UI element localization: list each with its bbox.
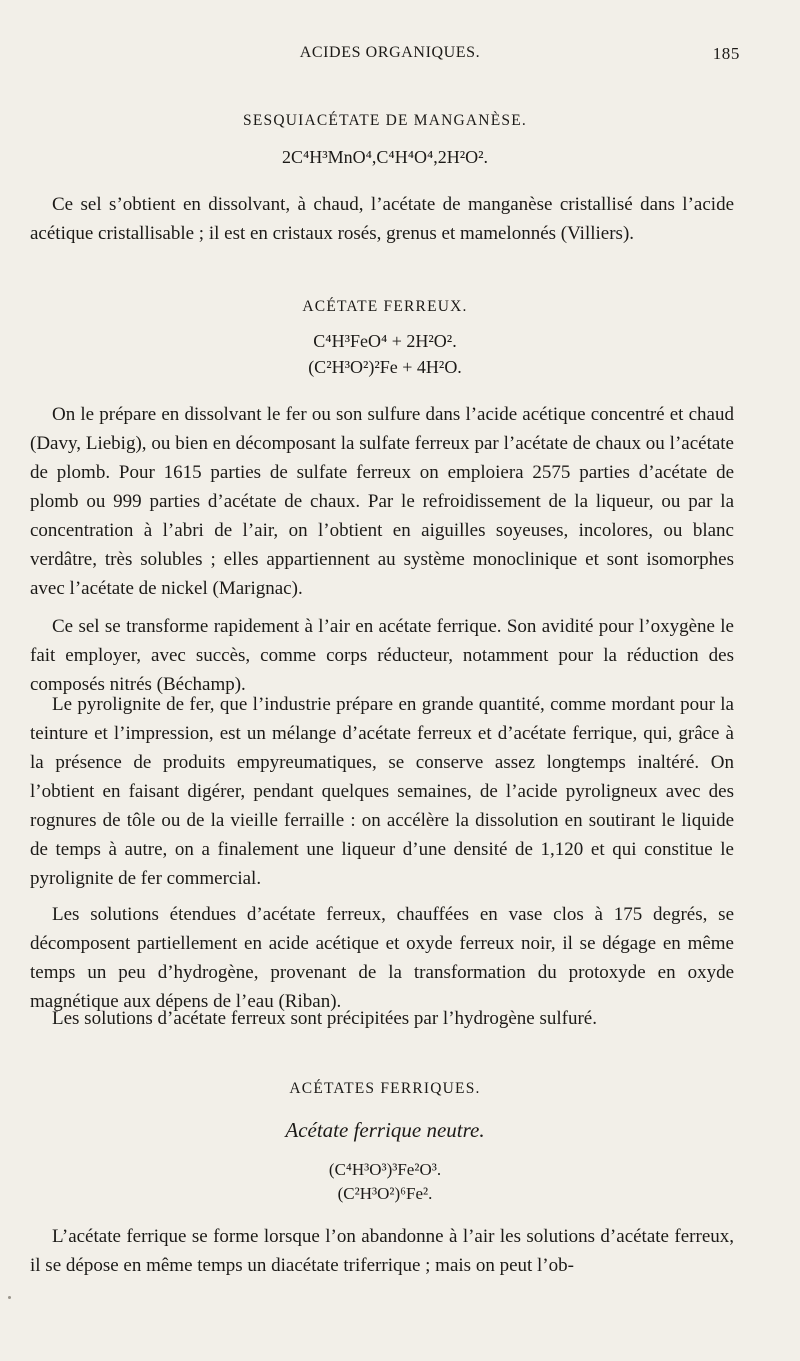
paragraph-pyrolignite: Le pyrolignite de fer, que l’industrie prépare en grande quantité, comme mordant pour la teinture et l’impression, est un mélange d’acétate ferreux et d’acétate ferrique, qui, grâce à la présence de produits empyreumatiques, se conserve assez longtemps inaltéré. On l’obtient en faisant digérer, pendant quelques semaines, de l’acide pyroligneux avec des rognures de tôle ou de la vieille ferraille : on accélère la dissolution en soutirant le liquide de temps à autre, on a finalement une liqueur d’une densité de 1,120 et qui constitue le pyrolignite de fer commercial. — [30, 694, 734, 889]
formula-ferreux-2: (C²H³O²)²Fe + 4H²O. — [308, 357, 462, 377]
formula-ferrique-1: (C⁴H³O³)³Fe²O³. — [328, 1160, 442, 1179]
formula-manganese: 2C⁴H³MnO⁴,C⁴H⁴O⁴,2H²O². — [281, 147, 489, 167]
page-header — [40, 44, 740, 70]
paragraph-precipitation: Les solutions d’acétate ferreux sont précipitées par l’hydrogène sulfuré. — [52, 1008, 597, 1029]
formula-ferrique-2: (C²H³O²)⁶Fe². — [337, 1184, 433, 1203]
subtitle-acetate-ferrique-neutre: Acétate ferrique neutre. — [285, 1118, 485, 1142]
running-title: ACIDES ORGANIQUES. — [299, 44, 481, 61]
section-title-acetates-ferriques: ACÉTATES FERRIQUES. — [289, 1080, 481, 1097]
section-title-acetate-ferreux: ACÉTATE FERREUX. — [302, 298, 468, 315]
formula-ferreux-1: C⁴H³FeO⁴ + 2H²O². — [313, 331, 457, 351]
paragraph-manganese: Ce sel s’obtient en dissolvant, à chaud, l’acétate de manganèse cristallisé dans l’acide acétique cristallisable ; il est en cristaux rosés, grenus et mamelonnés (Villiers). — [30, 194, 734, 244]
paragraph-ferrique: L’acétate ferrique se forme lorsque l’on abandonne à l’air les solutions d’acétate ferreux, il se dépose en même temps un diacétate triferrique ; mais on peut l’ob- — [30, 1226, 734, 1276]
paragraph-oxidation: Ce sel se transforme rapidement à l’air en acétate ferrique. Son avidité pour l’oxygène le fait employer, avec succès, comme corps réducteur, notamment pour la réduction des composés nitrés (Béchamp). — [30, 616, 734, 695]
paragraph-decomposition: Les solutions étendues d’acétate ferreux, chauffées en vase clos à 175 degrés, se décomposent partiellement en acide acétique et oxyde ferreux noir, il se dégage en même temps un peu d’hydrogène, provenant de la transformation du protoxyde en oxyde magnétique aux dépens de l’eau (Riban). — [30, 904, 734, 1012]
paper-speck — [8, 1296, 11, 1299]
section-title-manganese: SESQUIACÉTATE DE MANGANÈSE. — [243, 112, 527, 129]
paragraph-preparation: On le prépare en dissolvant le fer ou son sulfure dans l’acide acétique concentré et chaud (Davy, Liebig), ou bien en décomposant la sulfate ferreux par l’acétate de chaux ou l’acétate de plomb. Pour 1615 parties de sulfate ferreux on emploiera 2575 parties d’acétate de plomb ou 999 parties d’acétate de chaux. Par le refroidissement de la liqueur, ou par la concentration à l’abri de l’air, on l’obtient en aiguilles soyeuses, incolores, ou blanc verdâtre, très solubles ; elles appartiennent au système monoclinique et sont isomorphes avec l’acétate de nickel (Marignac). — [30, 404, 734, 599]
page-number: 185 — [712, 44, 740, 63]
